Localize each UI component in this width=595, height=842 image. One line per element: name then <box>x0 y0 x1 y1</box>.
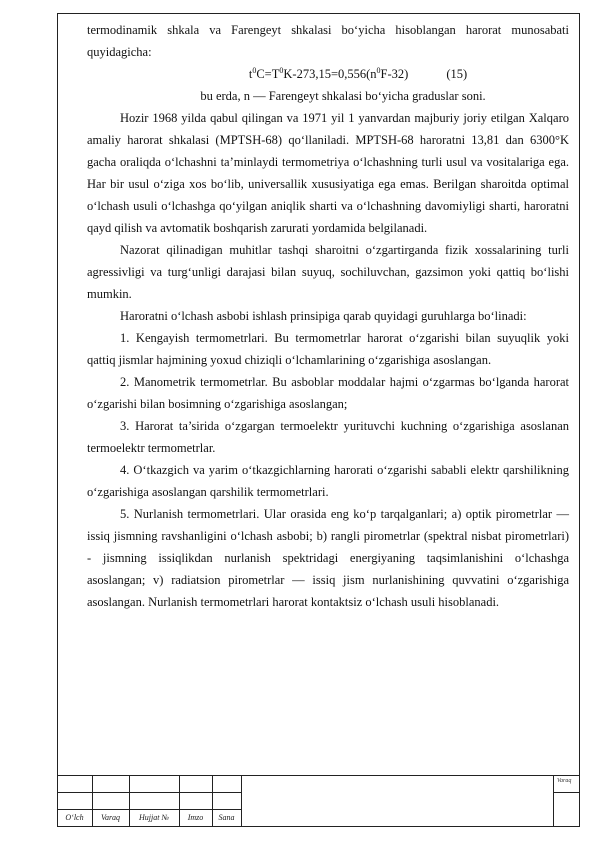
stamp-line <box>553 792 580 793</box>
stamp-col-olch: O‘lch <box>65 813 84 822</box>
paragraph: Hozir 1968 yilda qabul qilingan va 1971 yil 1 yanvardan majburiy joriy etilgan Xalqaro amaliy harorat shkalasi (MPTSH-68) qo‘llaniladi. MPTSH-68 haroratni 13,81 dan 6300°K gacha oraliqda o‘lchashni ta’minlaydi termometriya o‘lchashning turli usul va vositalariga ega. Har bir usul o‘ziga xos bo‘lib, universallik xususiyatiga ega emas. Berilgan sharoitda optimal o‘lchash usuli o‘lchashga qo‘yilgan aniqlik sharti va o‘lchashning davomiyligi sharti, haroratni qayd qilish va avtomatik boshqarish zarurati yordamida belgilanadi. <box>87 111 569 235</box>
formula-superscript: 0 <box>279 65 284 75</box>
stamp-line <box>57 809 241 810</box>
stamp-col-hujjat: Hujjat № <box>139 813 169 822</box>
formula-number: (15) <box>446 67 468 81</box>
document-body <box>87 19 569 613</box>
formula-superscript: 0 <box>376 65 381 75</box>
stamp-col-varaq: Varaq <box>100 813 121 822</box>
stamp-col-imzo: Imzo <box>187 813 204 822</box>
stamp-line <box>241 775 242 827</box>
stamp-varaq-label: Varaq <box>557 778 572 784</box>
stamp-line <box>57 775 580 776</box>
list-item: 2. Manometrik termometrlar. Bu asboblar moddalar hajmi o‘zgarmas bo‘lganda harorat o‘zgarishi bilan bosimning o‘zgarishiga asoslangan; <box>87 375 569 411</box>
stamp-col-sana: Sana <box>218 813 235 822</box>
formula-part: F-32) <box>380 67 409 81</box>
formula <box>87 63 569 85</box>
formula-superscript: 0 <box>252 65 257 75</box>
list-item: 4. O‘tkazgich va yarim o‘tkazgichlarning harorati o‘zgarishi sababli elektr qarshilikning o‘zgarishiga asoslangan qarshilik termometrlari. <box>87 463 569 499</box>
title-block-stamp <box>57 775 580 827</box>
paragraph: Haroratni o‘lchash asbobi ishlash prinsipiga qarab quyidagi guruhlarga bo‘linadi: <box>120 309 527 323</box>
list-item: 3. Harorat ta’sirida o‘zgargan termoelektr yurituvchi kuchning o‘zgarishiga asoslanan termoelektr termometrlar. <box>87 419 569 455</box>
list-item: 5. Nurlanish termometrlari. Ular orasida eng ko‘p tarqalganlari; a) optik pirometrlar — issiq jismning ravshanligini o‘lchash asbobi; b) rangli pirometrlar (spektral nisbat pirometrlari) - jismning issiqlikdan nurlanish spektridagi energiyaning taqsimlanishini o‘lchashga asoslangan; v) radiatsion pirometrlar — issiq jism nurlanishining quvvatini o‘zgarishiga asoslangan. Nurlanish termometrlari harorat kontaktsiz o‘lchash usuli hisoblanadi. <box>87 507 569 609</box>
formula-note: bu erda, n — Farengeyt shkalasi bo‘yicha graduslar soni. <box>200 89 486 103</box>
list-item: 1. Kengayish termometrlari. Bu termometrlar harorat o‘zgarishi bilan suyuqlik yoki qattiq jismlar hajmining yoxud chiziqli o‘lchamlarining o‘zgarishiga asoslangan. <box>87 331 569 367</box>
formula-part: C=T <box>256 67 280 81</box>
formula-part: K-273,15=0,556(n <box>283 67 377 81</box>
formula-part: t <box>248 67 253 81</box>
stamp-line <box>57 792 241 793</box>
intro-paragraph: termodinamik shkala va Farengeyt shkalasi bo‘yicha hisoblangan harorat munosabati quyidagicha: <box>87 23 569 59</box>
paragraph: Nazorat qilinadigan muhitlar tashqi sharoitni o‘zgartirganda fizik xossalarining turli agressivligi va turg‘unligi darajasi bilan suyuq, sochiluvchan, gazsimon yoki qattiq bo‘lishi mumkin. <box>87 243 569 301</box>
stamp-line <box>553 775 554 827</box>
